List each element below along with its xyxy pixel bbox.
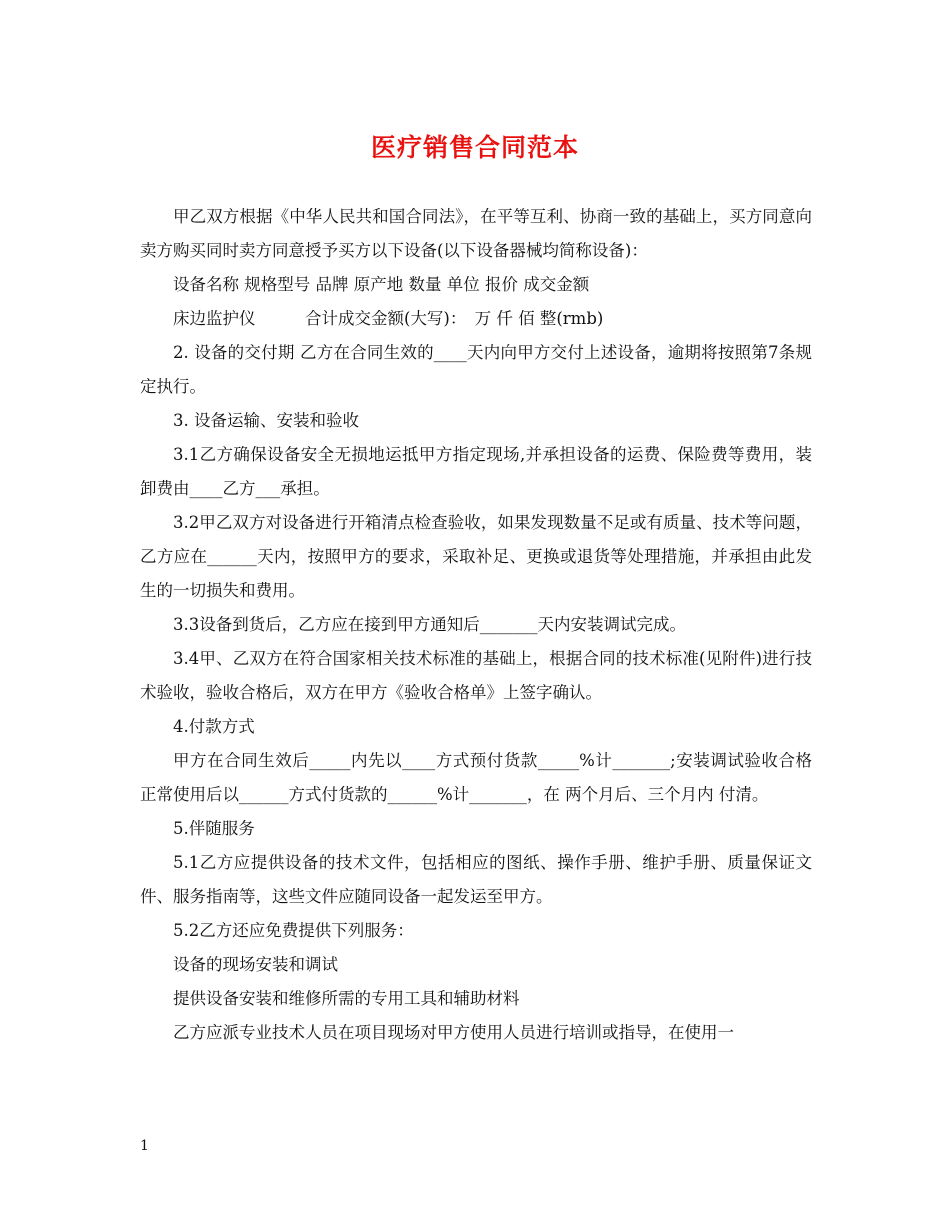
paragraph-equipment-columns: 设备名称 规格型号 品牌 原产地 数量 单位 报价 成交金额 — [173, 275, 590, 294]
paragraph-training: 乙方应派专业技术人员在项目现场对甲方使用人员进行培训或指导，在使用一 — [173, 1023, 734, 1042]
paragraph-3-2: 3.2甲乙双方对设备进行开箱清点检查验收，如果发现数量不足或有质量、技术等问题，乙方应在______天内，按照甲方的要求，采取补足、更换或退货等处理措施，并承担由此发生的一切损失和费用。 — [140, 513, 812, 600]
document-title: 医疗销售合同范本 — [370, 133, 579, 162]
paragraph-3-3: 3.3设备到货后，乙方应在接到甲方通知后_______天内安装调试完成。 — [173, 615, 686, 634]
paragraph-preamble: 甲乙双方根据《中华人民共和国合同法》，在平等互利、协商一致的基础上，买方同意向卖方购买同时卖方同意授予买方以下设备(以下设备器械均简称设备)： — [140, 207, 812, 260]
paragraph-3-1: 3.1乙方确保设备安全无损地运抵甲方指定现场,并承担设备的运费、保险费等费用，装卸费由____乙方___承担。 — [140, 445, 812, 498]
list-item-tools: 提供设备安装和维修所需的专用工具和辅助材料 — [173, 989, 520, 1008]
paragraph-payment-terms: 甲方在合同生效后_____内先以____方式预付货款_____%计_______;安装调试验收合格正常使用后以______方式付货款的______%计_______，在 两个月后、三个月内 付清。 — [140, 751, 812, 804]
paragraph-delivery: 2. 设备的交付期 乙方在合同生效的____天内向甲方交付上述设备，逾期将按照第7条规定执行。 — [140, 343, 812, 396]
paragraph-equipment-row: 床边监护仪 合计成交金额(大写)： 万 仟 佰 整(rmb) — [173, 309, 604, 328]
page-number: 1 — [140, 1138, 149, 1154]
document-body — [140, 200, 812, 1050]
paragraph-5-2: 5.2乙方还应免费提供下列服务： — [173, 921, 414, 940]
section-heading-transport: 3. 设备运输、安装和验收 — [173, 411, 359, 430]
list-item-installation: 设备的现场安装和调试 — [173, 955, 338, 974]
paragraph-3-4: 3.4甲、乙双方在符合国家相关技术标准的基础上，根据合同的技术标准(见附件)进行技术验收，验收合格后，双方在甲方《验收合格单》上签字确认。 — [140, 649, 812, 702]
paragraph-5-1: 5.1乙方应提供设备的技术文件，包括相应的图纸、操作手册、维护手册、质量保证文件、服务指南等，这些文件应随同设备一起发运至甲方。 — [140, 853, 812, 906]
section-heading-payment: 4.付款方式 — [173, 717, 255, 736]
section-heading-services: 5.伴随服务 — [173, 819, 255, 838]
